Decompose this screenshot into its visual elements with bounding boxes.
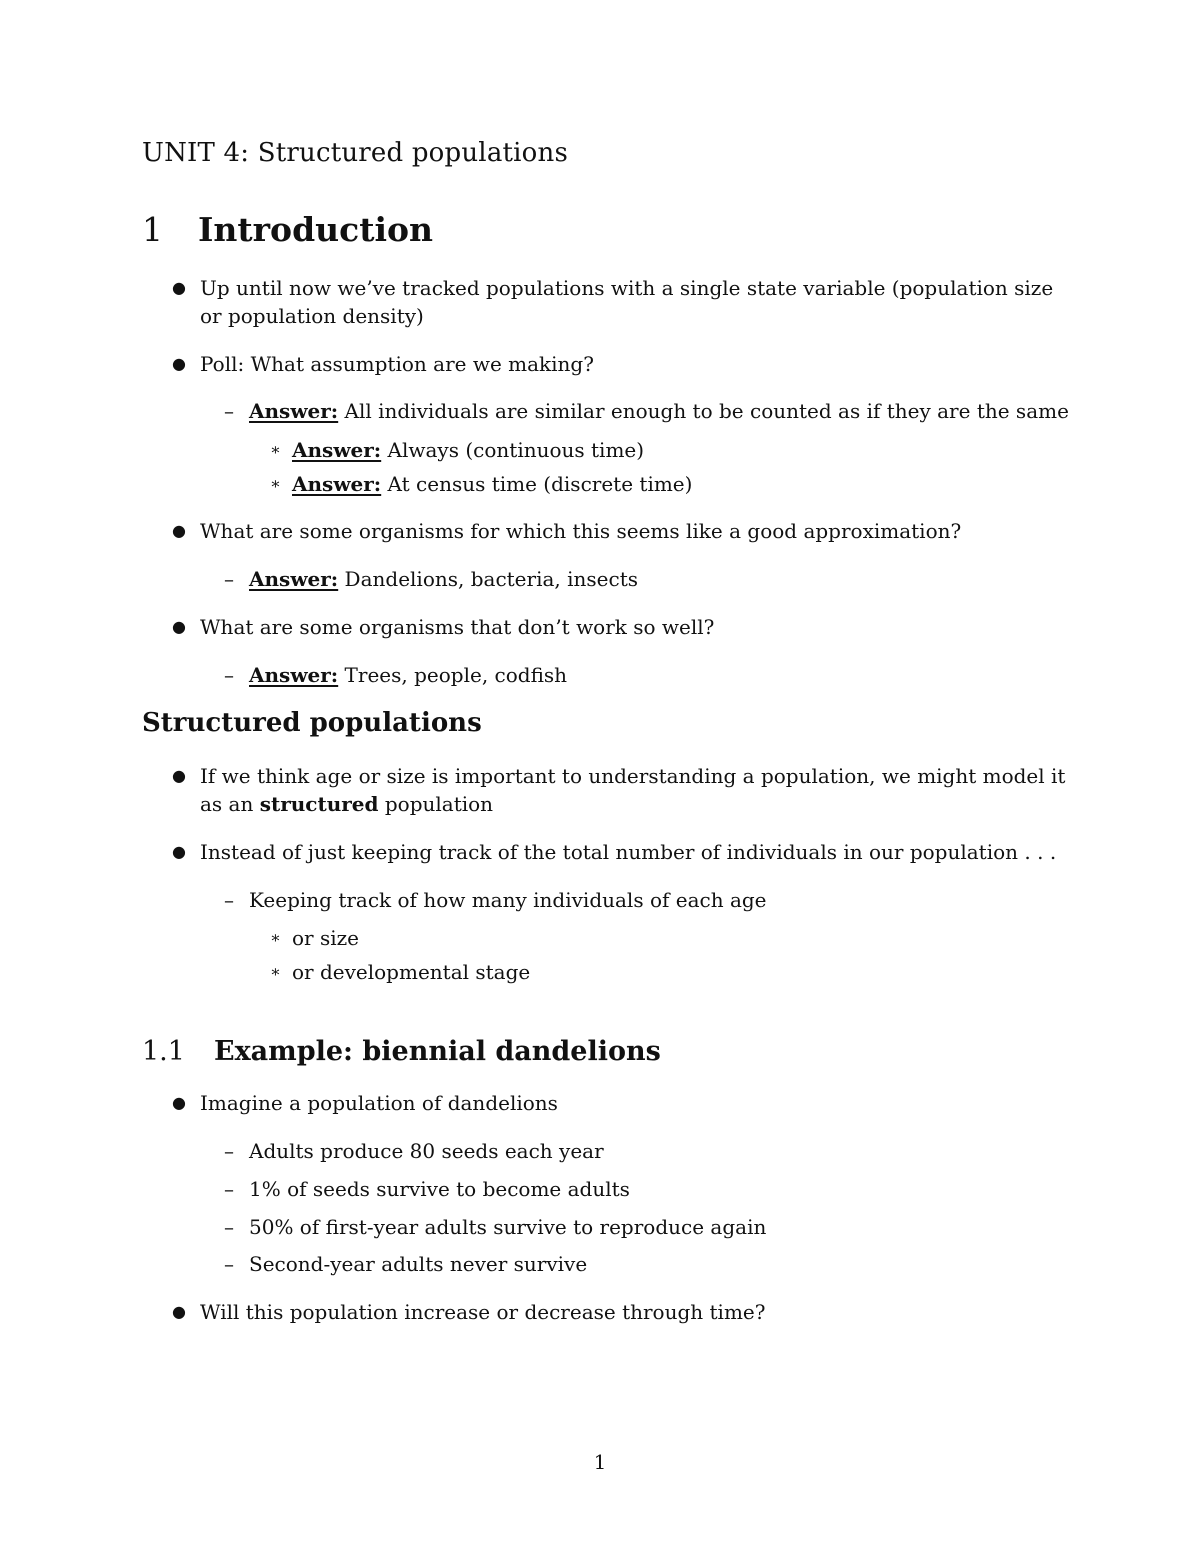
dash-icon: – bbox=[224, 567, 234, 591]
bullet-text: Up until now we’ve tracked populations with a single state variable (population size bbox=[200, 276, 1054, 300]
unit-title: UNIT 4: Structured populations bbox=[142, 138, 569, 168]
emphasis-term: structured bbox=[259, 792, 379, 816]
text-fragment: as an bbox=[200, 792, 254, 816]
answer-text: At census time (discrete time) bbox=[387, 472, 693, 496]
bullet-text: What are some organisms for which this seems like a good approximation? bbox=[200, 519, 962, 543]
bullet-text: Will this population increase or decrease through time? bbox=[200, 1300, 766, 1324]
dash-icon: – bbox=[224, 888, 234, 912]
bullet-icon: ● bbox=[172, 354, 186, 373]
section-heading-structured-populations: Structured populations bbox=[142, 708, 482, 738]
asterisk-icon: ∗ bbox=[270, 928, 281, 947]
section-heading-example bbox=[142, 1036, 661, 1067]
answer-text: All individuals are similar enough to be counted as if they are the same bbox=[344, 399, 1069, 423]
dash-icon: – bbox=[224, 1139, 234, 1163]
text-fragment: population bbox=[384, 792, 494, 816]
bullet-text: Poll: What assumption are we making? bbox=[200, 352, 594, 376]
bullet-text-cont: or population density) bbox=[200, 304, 424, 328]
answer-label: Answer: bbox=[249, 663, 339, 687]
section-number: 1.1 bbox=[142, 1036, 185, 1067]
answer-label: Answer: bbox=[249, 399, 339, 423]
sub-item: Adults produce 80 seeds each year bbox=[249, 1139, 604, 1163]
bullet-text-cont bbox=[200, 790, 493, 818]
bullet-icon: ● bbox=[172, 278, 186, 297]
sub-sub-item: or developmental stage bbox=[292, 960, 531, 984]
answer-text: Always (continuous time) bbox=[387, 438, 645, 462]
answer-item bbox=[292, 436, 644, 464]
sub-item: Keeping track of how many individuals of each age bbox=[249, 888, 767, 912]
bullet-icon: ● bbox=[172, 1093, 186, 1112]
dash-icon: – bbox=[224, 663, 234, 687]
bullet-icon: ● bbox=[172, 766, 186, 785]
bullet-text: What are some organisms that don’t work so well? bbox=[200, 615, 715, 639]
sub-item: 50% of first-year adults survive to reproduce again bbox=[249, 1215, 767, 1239]
bullet-icon: ● bbox=[172, 521, 186, 540]
answer-label: Answer: bbox=[292, 438, 382, 462]
sub-sub-item: or size bbox=[292, 926, 359, 950]
section-title: Introduction bbox=[198, 210, 434, 249]
bullet-icon: ● bbox=[172, 1302, 186, 1321]
bullet-icon: ● bbox=[172, 842, 186, 861]
asterisk-icon: ∗ bbox=[270, 474, 281, 493]
dash-icon: – bbox=[224, 1252, 234, 1276]
section-heading-introduction bbox=[142, 210, 433, 249]
page-number: 1 bbox=[593, 1450, 607, 1474]
section-number: 1 bbox=[142, 210, 163, 249]
bullet-text: Imagine a population of dandelions bbox=[200, 1091, 558, 1115]
sub-item: 1% of seeds survive to become adults bbox=[249, 1177, 630, 1201]
section-title: Example: biennial dandelions bbox=[214, 1036, 661, 1067]
dash-icon: – bbox=[224, 399, 234, 423]
answer-label: Answer: bbox=[249, 567, 339, 591]
dash-icon: – bbox=[224, 1177, 234, 1201]
answer-item bbox=[249, 661, 567, 689]
bullet-text: If we think age or size is important to understanding a population, we might model it bbox=[200, 764, 1066, 788]
bullet-text: Instead of just keeping track of the total number of individuals in our population . . . bbox=[200, 840, 1057, 864]
asterisk-icon: ∗ bbox=[270, 962, 281, 981]
answer-text: Dandelions, bacteria, insects bbox=[344, 567, 638, 591]
asterisk-icon: ∗ bbox=[270, 440, 281, 459]
bullet-icon: ● bbox=[172, 617, 186, 636]
dash-icon: – bbox=[224, 1215, 234, 1239]
answer-item bbox=[292, 470, 692, 498]
answer-item bbox=[249, 565, 638, 593]
answer-item bbox=[249, 397, 1069, 425]
sub-item: Second-year adults never survive bbox=[249, 1252, 588, 1276]
answer-label: Answer: bbox=[292, 472, 382, 496]
answer-text: Trees, people, codfish bbox=[344, 663, 568, 687]
